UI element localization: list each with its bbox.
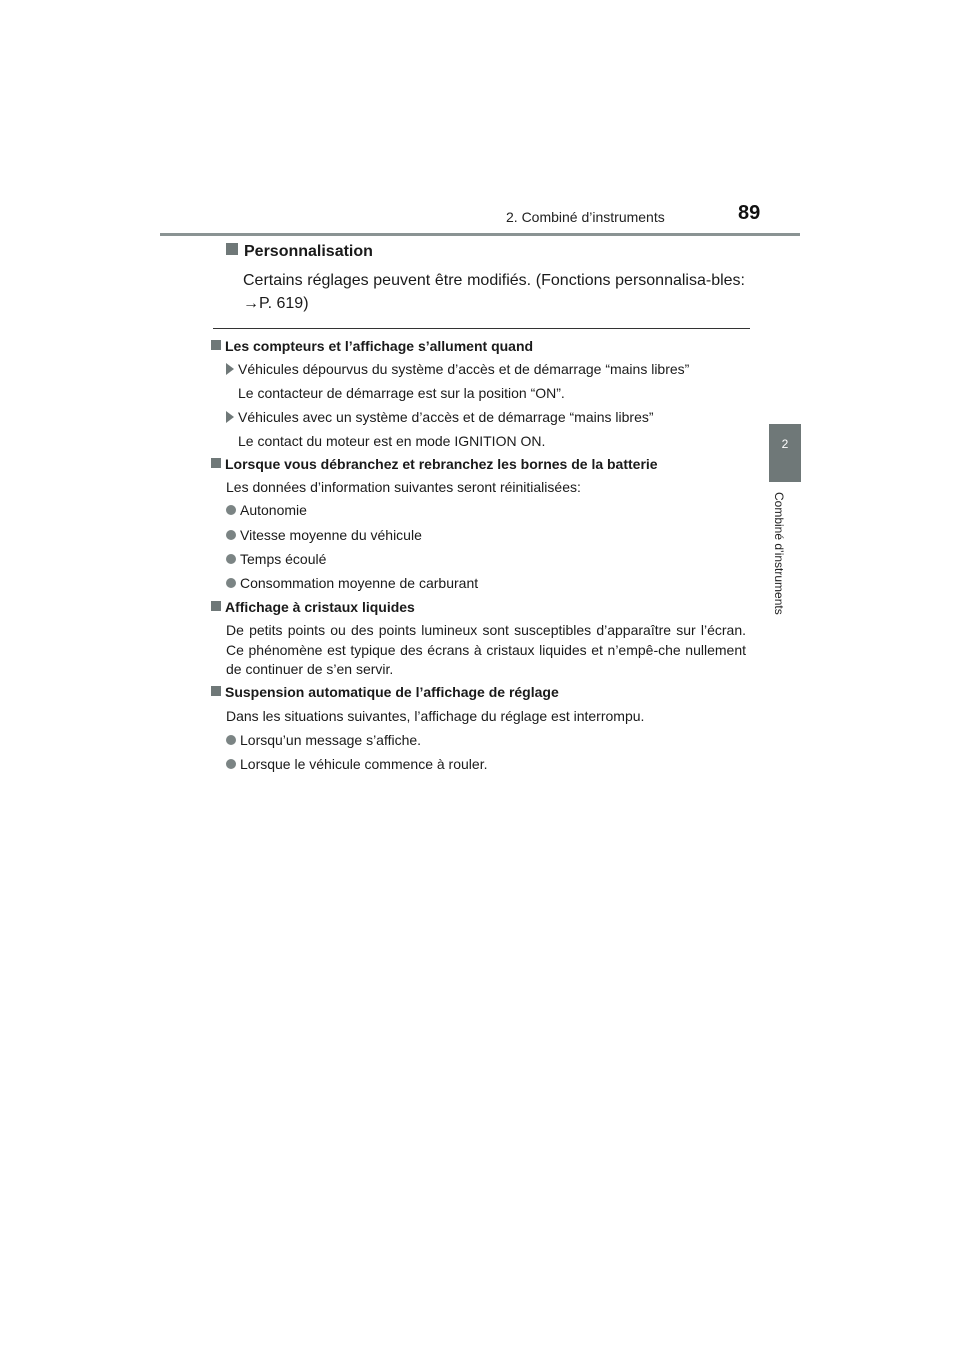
note-text: Le contact du moteur est en mode IGNITION ON.	[238, 433, 546, 449]
list-item	[226, 501, 746, 521]
square-bullet-icon	[211, 686, 221, 696]
note-heading-text: Affichage à cristaux liquides	[225, 599, 415, 615]
square-bullet-icon	[211, 340, 221, 350]
note-heading	[211, 598, 747, 618]
sub-heading-text: Véhicules avec un système d’accès et de démarrage “mains libres”	[238, 409, 654, 425]
list-item-text: Autonomie	[240, 502, 307, 518]
chapter-tab-number: 2	[781, 437, 789, 451]
triangle-bullet-icon	[226, 411, 234, 423]
list-item	[226, 550, 746, 570]
chapter-tab	[769, 424, 801, 482]
note-heading-text: Suspension automatique de l’affichage de réglage	[225, 684, 559, 700]
section-paragraph: Certains réglages peuvent être modifiés. (Fonctions personnalisa-bles: →P. 619)	[243, 272, 745, 312]
chapter-title: 2. Combiné d’instruments	[506, 209, 665, 225]
circle-bullet-icon	[226, 735, 236, 745]
section-heading	[226, 243, 373, 261]
note-text: Dans les situations suivantes, l’affichage du réglage est interrompu.	[226, 708, 645, 724]
square-bullet-icon	[211, 601, 221, 611]
circle-bullet-icon	[226, 505, 236, 515]
section-heading-text: Personnalisation	[244, 243, 373, 260]
note-heading	[211, 683, 747, 703]
sub-heading	[226, 360, 746, 380]
note-text: Le contacteur de démarrage est sur la position “ON”.	[238, 385, 565, 401]
list-item-text: Vitesse moyenne du véhicule	[240, 527, 422, 543]
page-number: 89	[738, 202, 761, 224]
list-item-text: Temps écoulé	[240, 551, 327, 567]
note-heading-text: Lorsque vous débranchez et rebranchez les bornes de la batterie	[225, 456, 658, 472]
note-heading-text: Les compteurs et l’affichage s’allument quand	[225, 338, 534, 354]
square-bullet-icon	[211, 458, 221, 468]
list-item-text: Lorsque le véhicule commence à rouler.	[240, 756, 488, 772]
triangle-bullet-icon	[226, 363, 234, 375]
header-rule	[160, 233, 800, 236]
square-bullet-icon	[226, 243, 238, 255]
sub-heading-text: Véhicules dépourvus du système d’accès et de démarrage “mains libres”	[238, 361, 690, 377]
circle-bullet-icon	[226, 554, 236, 564]
note-heading	[211, 337, 747, 357]
note-text: De petits points ou des points lumineux sont susceptibles d’apparaître sur l’écran. Ce phénomène est typique des écrans à cristaux liquides et n’empê-che nullement de continuer de s’en servir.	[226, 622, 746, 677]
list-item	[226, 755, 746, 775]
circle-bullet-icon	[226, 759, 236, 769]
circle-bullet-icon	[226, 578, 236, 588]
list-item-text: Consommation moyenne de carburant	[240, 575, 479, 591]
list-item	[226, 574, 746, 594]
note-text: Les données d’information suivantes seront réinitialisées:	[226, 479, 581, 495]
chapter-tab-label: Combiné d’instruments	[772, 492, 786, 615]
list-item	[226, 731, 746, 751]
list-item-text: Lorsqu’un message s’affiche.	[240, 732, 422, 748]
divider	[213, 328, 750, 329]
note-heading	[211, 455, 747, 475]
circle-bullet-icon	[226, 530, 236, 540]
sub-heading	[226, 408, 746, 428]
list-item	[226, 526, 746, 546]
